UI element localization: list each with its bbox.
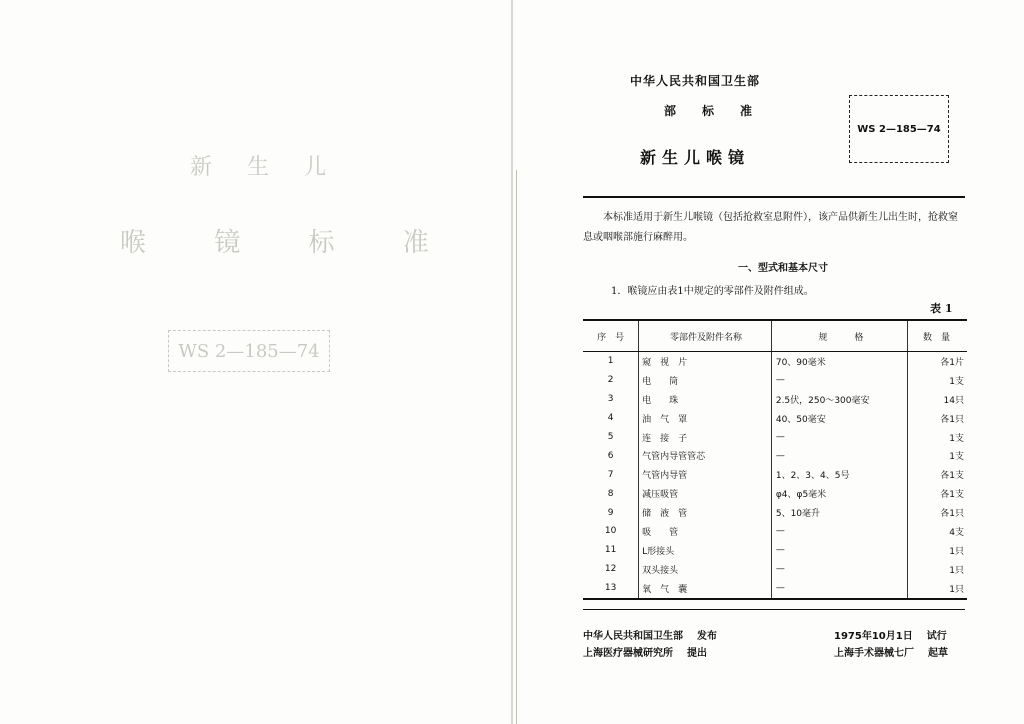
cell-no: 11 xyxy=(604,545,617,556)
cell-qty: 14只 xyxy=(907,390,967,409)
table-row xyxy=(583,560,967,579)
requirement-1: 1．喉镜应由表1中规定的零部件及附件组成。 xyxy=(611,286,814,297)
cell-qty: 1只 xyxy=(907,560,967,579)
cell-spec: 5、10毫升 xyxy=(771,503,907,522)
cell-spec: — xyxy=(771,541,907,560)
footer-propose-label: 提出 xyxy=(687,648,707,659)
table-row xyxy=(583,579,967,599)
col-header-spec: 规 格 xyxy=(771,320,907,352)
footer-draft-label: 起草 xyxy=(928,648,948,659)
intro-paragraph: 本标准适用于新生儿喉镜（包括抢救室息附件），该产品供新生儿出生时，抢救窒息或咽喉部施行麻醉用。 xyxy=(583,212,958,243)
cell-no: 4 xyxy=(607,413,614,424)
cell-qty: 1只 xyxy=(907,541,967,560)
cell-name: 电 珠 xyxy=(639,390,772,409)
table-row xyxy=(583,541,967,560)
table-header-row xyxy=(583,320,967,352)
cell-name: 减压吸管 xyxy=(639,484,772,503)
table-row xyxy=(583,446,967,465)
cell-spec: — xyxy=(771,446,907,465)
cell-qty: 各1支 xyxy=(907,484,967,503)
footer-proposer: 上海医疗器械研究所 xyxy=(583,648,673,659)
table-row xyxy=(583,522,967,541)
footer-issuer: 中华人民共和国卫生部 xyxy=(583,631,683,642)
bleed-line-1: 新 生 儿 xyxy=(190,155,340,180)
footer-trial-label: 试行 xyxy=(926,631,947,642)
header-rule xyxy=(583,196,965,198)
cell-spec: — xyxy=(771,579,907,599)
cell-spec: — xyxy=(771,560,907,579)
cell-qty: 各1只 xyxy=(907,503,967,522)
cell-spec: — xyxy=(771,522,907,541)
cell-spec: 2.5伏，250～300毫安 xyxy=(771,390,907,409)
table-row xyxy=(583,503,967,522)
cell-name: 窥 视 片 xyxy=(639,352,772,371)
cell-name: L形接头 xyxy=(639,541,772,560)
cell-name: 双头接头 xyxy=(639,560,772,579)
footer-date-line xyxy=(834,627,947,642)
bleed-box xyxy=(168,330,330,372)
cell-qty: 各1片 xyxy=(907,352,967,371)
page-edge-line xyxy=(516,170,517,724)
cell-no: 1 xyxy=(607,356,614,367)
standard-code-box xyxy=(849,95,949,163)
cell-no: 6 xyxy=(607,450,614,461)
cell-name: 储 液 管 xyxy=(639,503,772,522)
footer-issue-label: 发布 xyxy=(697,631,717,642)
cell-qty: 1支 xyxy=(907,446,967,465)
table-row xyxy=(583,465,967,484)
table-row xyxy=(583,352,967,371)
parts-table xyxy=(583,319,967,600)
cell-spec: φ4、φ5毫米 xyxy=(771,484,907,503)
cell-qty: 4支 xyxy=(907,522,967,541)
footer-rule xyxy=(583,609,965,610)
bleed-box-text: WS 2—185—74 xyxy=(178,340,320,362)
table-row xyxy=(583,484,967,503)
cell-no: 13 xyxy=(583,579,639,599)
ministry-heading: 中华人民共和国卫生部 xyxy=(629,74,760,88)
cell-qty: 1支 xyxy=(907,428,967,447)
footer-issue-date: 1975年10月1日 xyxy=(834,631,913,642)
col-header-name: 零部件及附件名称 xyxy=(639,320,772,352)
cell-qty: 各1只 xyxy=(907,409,967,428)
cell-no: 7 xyxy=(607,469,614,480)
bleed-line-2: 喉 镜 标 准 xyxy=(120,228,459,258)
footer-drafter: 上海手术器械七厂 xyxy=(834,648,914,659)
cell-qty: 1只 xyxy=(907,579,967,599)
cell-no: 10 xyxy=(604,526,617,537)
footer-drafter-line xyxy=(834,644,948,659)
standard-type: 部标准 xyxy=(663,104,778,118)
cell-name: 气管内导管管芯 xyxy=(639,446,772,465)
footer-proposer-line xyxy=(583,644,707,659)
table-number: 表 1 xyxy=(930,302,953,315)
cell-no: 9 xyxy=(607,507,614,518)
cell-spec: — xyxy=(771,371,907,390)
cell-no: 2 xyxy=(607,375,614,386)
cell-name: 油 气 罩 xyxy=(639,409,772,428)
cell-name: 连 接 子 xyxy=(639,428,772,447)
cell-spec: — xyxy=(771,428,907,447)
table-row xyxy=(583,428,967,447)
cell-name: 氧 气 囊 xyxy=(639,579,772,599)
table-row xyxy=(583,409,967,428)
cell-no: 5 xyxy=(607,432,614,442)
cell-spec: 1、2、3、4、5号 xyxy=(771,465,907,484)
cell-spec: 70、90毫米 xyxy=(771,352,907,371)
table-row xyxy=(583,390,967,409)
cell-no: 12 xyxy=(604,564,617,575)
table-row xyxy=(583,371,967,390)
col-header-no: 序 号 xyxy=(583,320,639,352)
cell-name: 气管内导管 xyxy=(639,465,772,484)
col-header-qty: 数 量 xyxy=(907,320,967,352)
cell-no: 8 xyxy=(607,488,614,499)
cell-no: 3 xyxy=(607,394,614,405)
cell-name: 吸 管 xyxy=(639,522,772,541)
page-spine xyxy=(511,0,513,724)
footer-issuer-line xyxy=(583,627,717,642)
standard-code: WS 2—185—74 xyxy=(857,123,941,135)
cell-qty: 各1支 xyxy=(907,465,967,484)
section-1-title: 一、型式和基本尺寸 xyxy=(738,263,828,274)
cell-name: 电 筒 xyxy=(639,371,772,390)
cell-qty: 1支 xyxy=(907,371,967,390)
document-title: 新生儿喉镜 xyxy=(639,148,750,167)
cell-spec: 40、50毫安 xyxy=(771,409,907,428)
